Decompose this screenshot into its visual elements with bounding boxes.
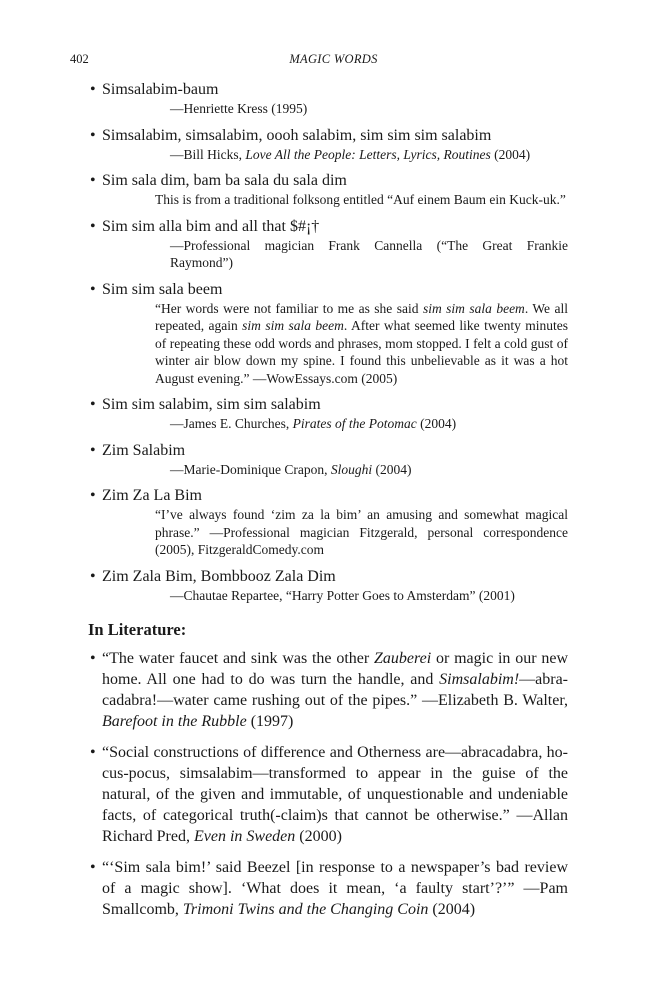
magic-phrase: • Sim sim sala beem — [90, 280, 223, 298]
bullet-icon: • — [90, 172, 96, 189]
citation: This is from a traditional folksong entitled “Auf einem Baum ein Kuck-uk.” — [155, 192, 566, 207]
bullet-icon: • — [90, 744, 96, 761]
list-item — [90, 395, 568, 433]
bullet-icon: • — [90, 81, 96, 98]
citation: —Marie-Dominique Crapon, Sloughi (2004) — [170, 461, 412, 477]
citation: “Her words were not familiar to me as she said sim sim sala beem. We all repeated, again sim sim sala beem. After what seemed like twenty minutes of repeating these odd words and phrases, mom stopped. I felt a cold gust of winter air blow down my spine. I found this unbelievable as it was a hot August evening.” —WowEssays.com (2005) — [155, 300, 568, 386]
citation: —Professional magician Frank Cannella (“The Great Frankie Raymond”) — [170, 237, 568, 270]
citation: —Bill Hicks, Love All the People: Letters, Lyrics, Routines (2004) — [170, 146, 531, 162]
magic-phrase: • Sim sim alla bim and all that $#¡† — [90, 217, 320, 235]
bullet-icon: • — [90, 396, 96, 413]
magic-phrase: • Zim Zala Bim, Bombbooz Zala Dim — [90, 567, 336, 585]
list-item — [90, 171, 568, 209]
list-item — [90, 441, 568, 479]
bullet-icon: • — [90, 217, 96, 235]
bullet-icon: • — [90, 441, 96, 459]
bullet-icon: • — [90, 567, 96, 585]
page-header — [70, 52, 597, 70]
literature-quote: • “‘Sim sala bim!’ said Beezel [in response to a newspaper’s bad review of a magic show]. ‘What does it mean, ‘a faulty start’?’” —Pam Smallcomb, Trimoni Twins and the Changing Coin (2004) — [90, 859, 568, 918]
list-item — [90, 280, 568, 388]
list-item — [90, 217, 568, 272]
bullet-icon: • — [90, 650, 96, 667]
magic-phrase: • Simsalabim, simsalabim, oooh salabim, sim sim sim salabim — [90, 126, 492, 144]
list-item — [90, 567, 568, 605]
bullet-icon: • — [90, 126, 96, 144]
page-number: 402 — [70, 52, 89, 66]
citation: “I’ve always found ‘zim za la bim’ an amusing and somewhat magical phrase.” —Professional magician Fitzgerald, personal correspondence (2005), FitzgeraldComedy.com — [155, 507, 568, 557]
bullet-icon: • — [90, 280, 96, 298]
magic-phrase: • Simsalabim-baum — [90, 81, 219, 98]
magic-phrase: • Zim Salabim — [90, 441, 186, 459]
section-heading: In Literature: — [88, 620, 187, 639]
list-item — [90, 80, 568, 118]
running-head: MAGIC WORDS — [289, 52, 378, 66]
citation: —Chautae Repartee, “Harry Potter Goes to Amsterdam” (2001) — [170, 587, 515, 603]
citation: —Henriette Kress (1995) — [170, 101, 308, 116]
citation: —James E. Churches, Pirates of the Potomac (2004) — [170, 416, 457, 431]
magic-phrase: • Sim sim salabim, sim sim salabim — [90, 396, 321, 413]
list-item — [90, 486, 568, 559]
literature-quote: • “Social constructions of difference and Otherness are—abracadabra, ho-cus-pocus, simsalabim—transformed to appear in the guise of the natural, of the given and immutable, of unquestionable and undeniable facts, of categorical truth(-claim)s that cannot be otherwise.” —Allan Richard Pred, Even in Sweden (2000) — [90, 744, 568, 845]
magic-phrase: • Sim sala dim, bam ba sala du sala dim — [90, 172, 347, 189]
page-content — [90, 80, 568, 930]
bullet-icon: • — [90, 487, 96, 504]
list-item — [90, 126, 568, 164]
literature-quote: • “The water faucet and sink was the other Zauberei or magic in our new home. All one had to do was turn the handle, and Simsalabim!—abra-cadabra!—water came rushing out of the pipes.” —Elizabeth B. Walter, Barefoot in the Rubble (1997) — [90, 650, 568, 730]
magic-phrase: • Zim Za La Bim — [90, 487, 202, 504]
bullet-icon: • — [90, 859, 96, 876]
